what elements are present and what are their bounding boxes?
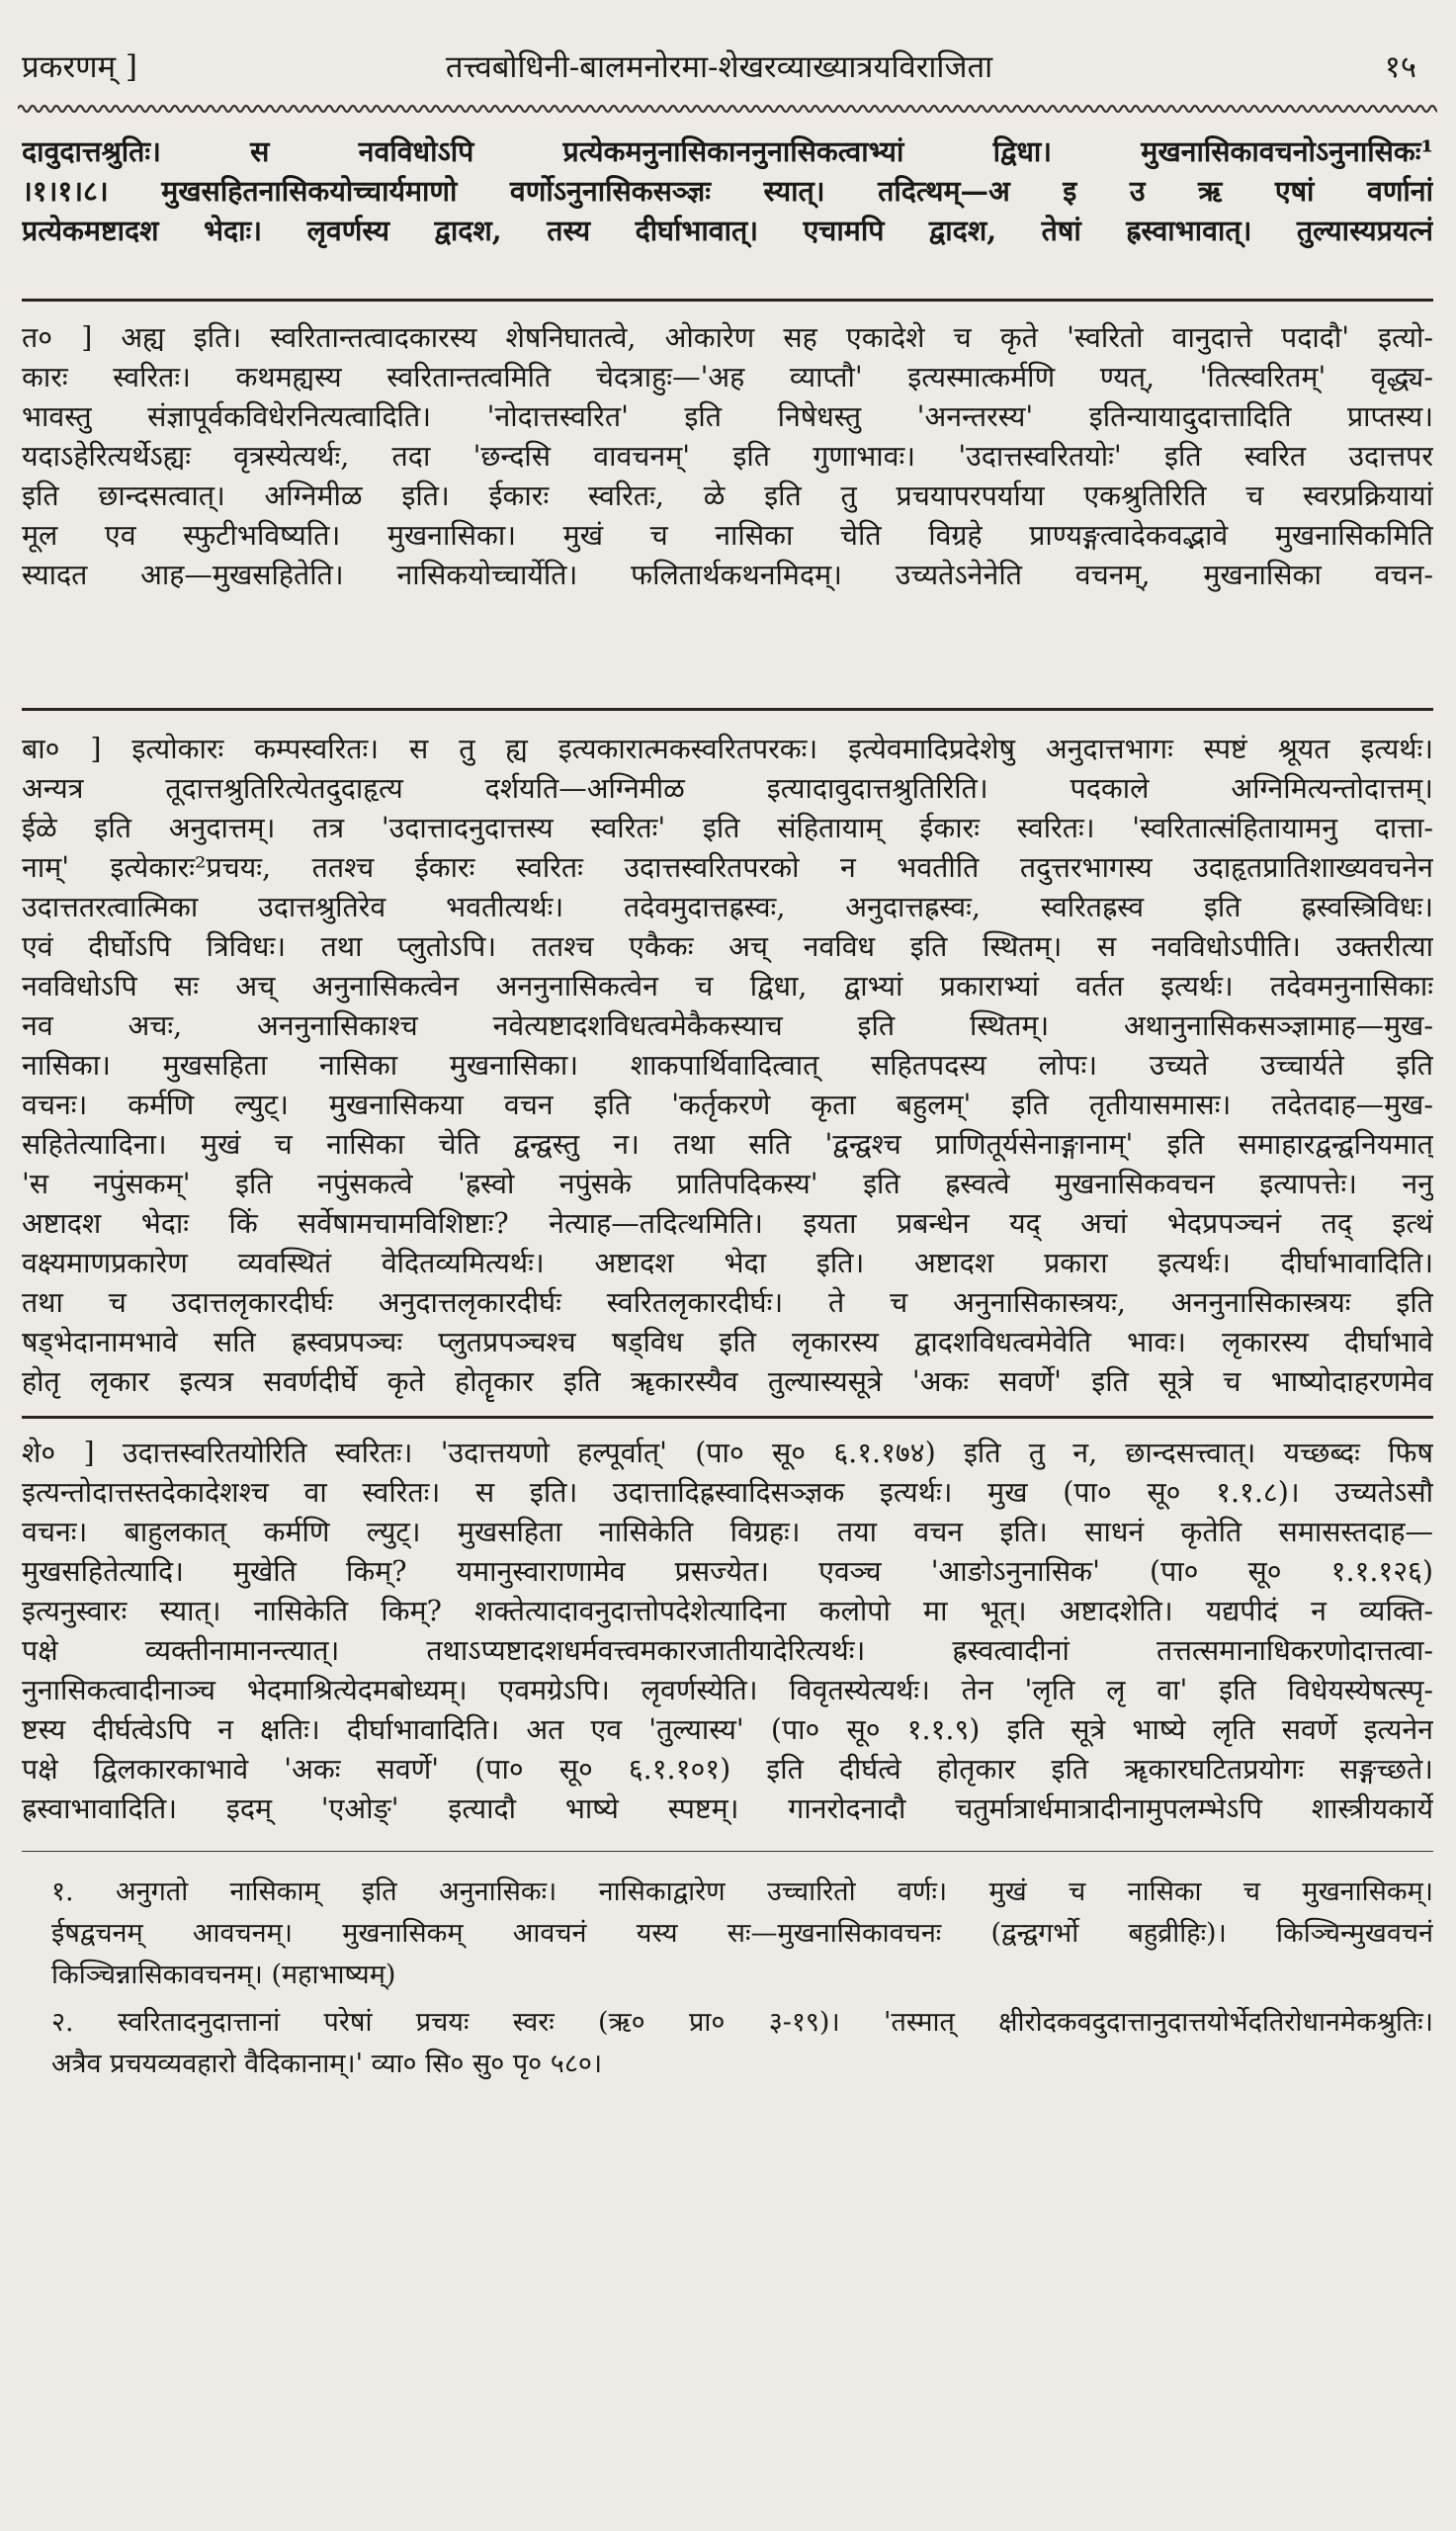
footnote-line: २. स्वरितादनुदात्तानां परेषां प्रचयः स्वरः (ऋ० प्रा० ३-१९)। 'तस्मात् क्षीरोदकवदुदात्तानुदात्तयोर्भेदतिरोधानमेकश्रुतिः। [51, 2007, 1433, 2038]
commentary-line: शे० ] उदात्तस्वरितयोरिति स्वरितः। 'उदात्तयणो हल्पूर्वात्' (पा० सू० ६.१.१७४) इति तु न, छान्दसत्त्वात्। यच्छब्दः फिष [22, 1437, 1433, 1469]
commentary-line: अन्यत्र तूदात्तश्रुतिरित्येतदुदाहृत्य दर्शयति—अग्निमीळ इत्यादावुदात्तश्रुतिरिति। पदकाले अग्निमित्यन्तोदात्तम्। [22, 772, 1433, 805]
commentary-line: भावस्तु संज्ञापूर्वकविधेरनित्यत्वादिति। 'नोदात्तस्वरित' इति निषेधस्तु 'अनन्तरस्य' इतिन्यायादुदात्तादिति प्राप्तस्य। [22, 400, 1433, 433]
header-chapter: प्रकरणम् ] [22, 49, 138, 85]
commentary-line: इत्यनुस्वारः स्यात्। नासिकेति किम्? शक्तेत्यादावनुदात्तोपदेशेत्यादिना कलोपो मा भूत्। अष्टादशेति। यद्यपीदं न व्यक्ति- [22, 1595, 1433, 1627]
commentary-line: ईळे इति अनुदात्तम्। तत्र 'उदात्तादनुदात्तस्य स्वरितः' इति संहितायाम् ईकारः स्वरितः। 'स्वरितात्संहितायामनु दात्ता- [22, 812, 1433, 844]
commentary-line: एवं दीर्घोऽपि त्रिविधः। तथा प्लुतोऽपि। ततश्च एकैकः अच् नवविध इति स्थितम्। स नवविधोऽपीति। उक्तरीत्या [22, 930, 1433, 963]
header-wavy-rule [18, 101, 1437, 117]
commentary-line: नाम्' इत्येकारः²प्रचयः, ततश्च ईकारः स्वरितः उदात्तस्वरितपरको न भवतीति तदुत्तरभागस्य उदाहृतप्रातिशाख्यवचनेन [22, 851, 1433, 884]
running-header [22, 45, 1416, 101]
main-line: दावुदात्तश्रुतिः। स नवविधोऽपि प्रत्येकमनुनासिकाननुनासिकत्वाभ्यां द्विधा। मुखनासिकावचनोऽनुनासिकः¹ [22, 134, 1433, 168]
footnote-divider [22, 1851, 1433, 1852]
commentary-line: पक्षे व्यक्तीनामानन्त्यात्। तथाऽप्यष्टादशधर्मवत्त्वमकारजातीयादेरित्यर्थः। ह्रस्वत्वादीनां तत्तत्समानाधिकरणोदात्तत्वा- [22, 1634, 1433, 1667]
commentary-line: पक्षे द्विलकारकाभावे 'अकः सवर्णे' (पा० सू० ६.१.१०१) इति दीर्घत्वे होतृकार इति ॠकारघटितप्रयोगः सङ्गच्छते। [22, 1753, 1433, 1786]
footnote-line: १. अनुगतो नासिकाम् इति अनुनासिकः। नासिकाद्वारेण उच्चारितो वर्णः। मुखं च नासिका च मुखनासिकम्। [51, 1876, 1433, 1907]
commentary-line: यदाऽहेरित्यर्थेऽह्यः वृत्रस्येत्यर्थः, तदा 'छन्दसि वावचनम्' इति गुणाभावः। 'उदात्तस्वरितयोः' इति स्वरित उदात्तपर [22, 440, 1433, 473]
commentary-line: इति छान्दसत्वात्। अग्निमीळ इति। ईकारः स्वरितः, ळे इति तु प्रचयापरपर्याया एकश्रुतिरिति च स्वरप्रक्रियायां [22, 480, 1433, 512]
commentary-line: कारः स्वरितः। कथमह्यस्य स्वरितान्तत्वमिति चेदत्राहुः—'अह व्याप्तौ' इत्यस्मात्कर्मणि ण्यत्, 'तित्स्वरितम्' वृद्ध्य- [22, 361, 1433, 393]
tattvabodhini-commentary [22, 318, 1433, 595]
commentary-line: स्यादत आह—मुखसहितेति। नासिकयोच्चार्येति। फलितार्थकथनमिदम्। उच्यतेऽनेनेति वचनम्, मुखनासिका वचन- [22, 559, 1433, 591]
commentary-line: वक्ष्यमाणप्रकारेण व्यवस्थितं वेदितव्यमित्यर्थः। अष्टादश भेदा इति। अष्टादश प्रकारा इत्यर्थः। दीर्घाभावादिति। [22, 1247, 1433, 1279]
commentary-line: बा० ] इत्योकारः कम्पस्वरितः। स तु ह्य इत्यकारात्मकस्वरितपरकः। इत्येवमादिप्रदेशेषु अनुदात्तभागः स्पष्टं श्रूयत इत्यर्थः। [22, 733, 1433, 765]
commentary-line: नासिका। मुखसहिता नासिका मुखनासिका। शाकपार्थिवादित्वात् सहितपदस्य लोपः। उच्यते उच्चार्यते इति [22, 1049, 1433, 1082]
commentary-line: षड्भेदानामभावे सति ह्रस्वप्रपञ्चः प्लुतप्रपञ्चश्च षड्विध इति लृकारस्य द्वादशविधत्वमेवेति भावः। लृकारस्य दीर्घाभावे [22, 1326, 1433, 1358]
commentary-line: अष्टादश भेदाः किं सर्वेषामचामविशिष्टाः? नेत्याह—तदित्थमिति। इयता प्रबन्धेन यद् अचां भेदप्रपञ्चनं तद् इत्थं [22, 1207, 1433, 1240]
commentary-line: मुखसहितेत्यादि। मुखेति किम्? यमानुस्वाराणामेव प्रसज्येत। एवञ्च 'आङोऽनुनासिक' (पा० सू० १.१.१२६) [22, 1555, 1433, 1588]
section-divider [22, 1416, 1433, 1419]
commentary-line: होतृ लृकार इत्यत्र सवर्णदीर्घे कृते होतॄकार इति ॠकारस्यैव तुल्यास्यसूत्रे 'अकः सवर्णे' इति सूत्रे च भाष्योदाहरणमेव [22, 1365, 1433, 1398]
balamanorama-commentary [22, 730, 1433, 1402]
commentary-line: वचनः। बाहुलकात् कर्मणि ल्युट्। मुखसहिता नासिकेति विग्रहः। तया वचन इति। साधनं कृतेति समासस्तदाह— [22, 1516, 1433, 1548]
main-line: ।१।१।८। मुखसहितनासिकयोच्चार्यमाणो वर्णोऽनुनासिकसञ्ज्ञः स्यात्। तदित्थम्—अ इ उ ऋ एषां वर्णानां [22, 174, 1433, 208]
commentary-line: तथा च उदात्तलृकारदीर्घः अनुदात्तलृकारदीर्घः स्वरितलृकारदीर्घः। ते च अनुनासिकास्त्रयः, अननुनासिकास्त्रयः इति [22, 1286, 1433, 1319]
commentary-line: नव अचः, अननुनासिकाश्च नवेत्यष्टादशविधत्वमेकैकस्याच इति स्थितम्। अथानुनासिकसञ्ज्ञामाह—मुख- [22, 1009, 1433, 1042]
commentary-line: ह्रस्वाभावादिति। इदम् 'एओङ्' इत्यादौ भाष्ये स्पष्टम्। गानरोदनादौ चतुर्मात्रार्धमात्रादीनामुपलम्भेऽपि शास्त्रीयकार्ये [22, 1792, 1433, 1825]
section-divider [22, 708, 1433, 711]
main-line: प्रत्येकमष्टादश भेदाः। लृवर्णस्य द्वादश, तस्य दीर्घाभावात्। एचामपि द्वादश, तेषां ह्रस्वाभावात्। तुल्यास्यप्रयत्नं [22, 214, 1433, 247]
commentary-line: त० ] अह्य इति। स्वरितान्तत्वादकारस्य शेषनिघातत्वे, ओकारेण सह एकादेशे च कृते 'स्वरितो वानुदात्ते पदादौ' इत्यो- [22, 321, 1433, 354]
main-text [22, 131, 1433, 250]
footnotes [51, 1872, 1433, 2085]
commentary-line: ष्टस्य दीर्घत्वेऽपि न क्षतिः। दीर्घाभावादिति। अत एव 'तुल्यास्य' (पा० सू० १.१.९) इति सूत्रे भाष्ये लृति सवर्णे इत्यनेन [22, 1713, 1433, 1746]
commentary-line: उदात्ततरत्वात्मिका उदात्तश्रुतिरेव भवतीत्यर्थः। तदेवमुदात्तह्रस्वः, अनुदात्तह्रस्वः, स्वरितह्रस्व इति ह्रस्वस्त्रिविधः। [22, 891, 1433, 923]
commentary-line: वचनः। कर्मणि ल्युट्। मुखनासिकया वचन इति 'कर्तृकरणे कृता बहुलम्' इति तृतीयासमासः। तदेतदाह—मुख- [22, 1089, 1433, 1121]
shekhara-commentary [22, 1434, 1433, 1829]
commentary-line: 'स नपुंसकम्' इति नपुंसकत्वे 'ह्रस्वो नपुंसके प्रातिपदिकस्य' इति ह्रस्वत्वे मुखनासिकवचन इत्यापत्तेः। ननु [22, 1168, 1433, 1200]
footnote-line: ईषद्वचनम् आवचनम्। मुखनासिकम् आवचनं यस्य सः—मुखनासिकावचनः (द्वन्द्वगर्भो बहुव्रीहिः)। किञ्चिन्मुखवचनं [51, 1918, 1433, 1949]
commentary-line: इत्यन्तोदात्तस्तदेकादेशश्च वा स्वरितः। स इति। उदात्तादिह्रस्वादिसञ्ज्ञक इत्यर्थः। मुख (पा० सू० १.१.८)। उच्यतेऽसौ [22, 1476, 1433, 1509]
commentary-line: मूल एव स्फुटीभविष्यति। मुखनासिका। मुखं च नासिका चेति विग्रहे प्राण्यङ्गत्वादेकवद्भावे मुखनासिकमिति [22, 519, 1433, 552]
footnote-line: किञ्चिन्नासिकावचनम्। (महाभाष्यम्) [51, 1960, 396, 1990]
section-divider [22, 299, 1433, 302]
commentary-line: सहितेत्यादिना। मुखं च नासिका चेति द्वन्द्वस्तु न। तथा सति 'द्वन्द्वश्च प्राणितूर्यसेनाङ्गानाम्' इति समाहारद्वन्द्वनियमात् [22, 1128, 1433, 1161]
page-number: १५ [1384, 49, 1416, 85]
footnote-line: अत्रैव प्रचयव्यवहारो वैदिकानाम्।' व्या० सि० सु० पृ० ५८०। [51, 2049, 603, 2079]
header-title: तत्त्वबोधिनी-बालमनोरमा-शेखरव्याख्यात्रयविराजिता [445, 49, 993, 85]
commentary-line: नवविधोऽपि सः अच् अनुनासिकत्वेन अननुनासिकत्वेन च द्विधा, द्वाभ्यां प्रकाराभ्यां वर्तत इत्यर्थः। तदेवमनुनासिकाः [22, 970, 1433, 1003]
commentary-line: नुनासिकत्वादीनाञ्च भेदमाश्रित्येदमबोध्यम्। एवमग्रेऽपि। लृवर्णस्येति। विवृतस्येत्यर्थः। तेन 'लृति लृ वा' इति विधेयस्येषत्स्पृ- [22, 1674, 1433, 1706]
